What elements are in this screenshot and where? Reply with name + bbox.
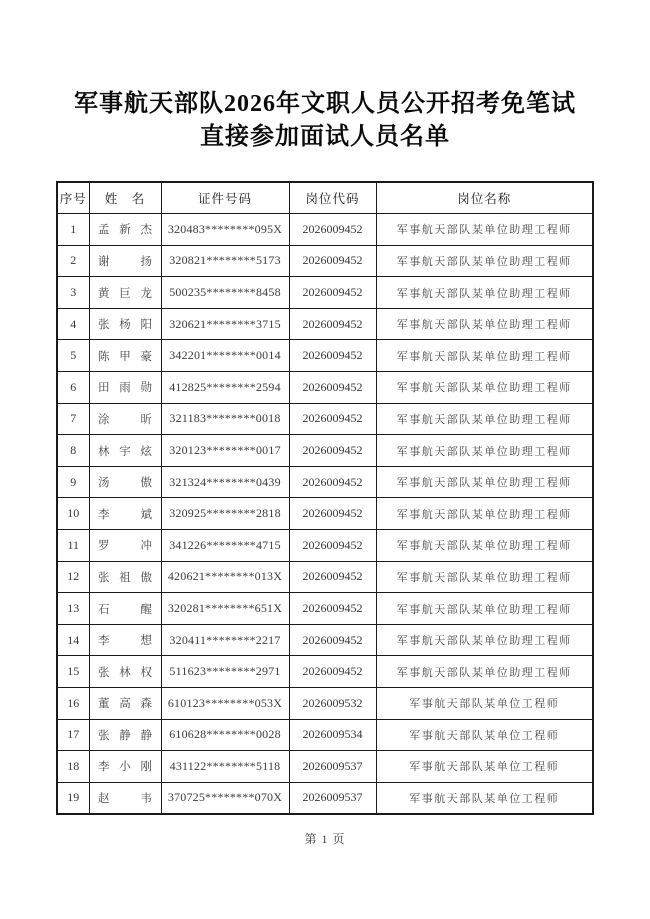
roster-table	[56, 181, 594, 815]
cell-index: 2	[57, 245, 89, 277]
cell-name	[89, 593, 161, 625]
cell-position-code: 2026009452	[289, 403, 376, 435]
cell-index: 8	[57, 435, 89, 467]
cell-index: 15	[57, 656, 89, 688]
table-row	[57, 751, 593, 783]
cell-name	[89, 245, 161, 277]
cell-position-name: 军事航天部队某单位助理工程师	[376, 214, 593, 246]
cell-id-number: 412825********2594	[161, 372, 289, 404]
cell-name	[89, 372, 161, 404]
person-name: 李想	[98, 635, 152, 648]
cell-index: 4	[57, 308, 89, 340]
cell-position-code: 2026009452	[289, 308, 376, 340]
header-cell-id-number: 证件号码	[161, 182, 289, 214]
cell-id-number: 320821********5173	[161, 245, 289, 277]
cell-index: 14	[57, 624, 89, 656]
cell-id-number: 610123********053X	[161, 688, 289, 720]
cell-index: 12	[57, 561, 89, 593]
cell-id-number: 610628********0028	[161, 719, 289, 751]
cell-position-code: 2026009452	[289, 561, 376, 593]
cell-position-name: 军事航天部队某单位工程师	[376, 782, 593, 814]
cell-position-name: 军事航天部队某单位助理工程师	[376, 530, 593, 562]
person-name: 张林权	[98, 666, 152, 679]
cell-position-code: 2026009452	[289, 530, 376, 562]
cell-name	[89, 277, 161, 309]
person-name: 赵韦	[98, 792, 152, 805]
cell-position-code: 2026009452	[289, 214, 376, 246]
cell-index: 6	[57, 372, 89, 404]
header-cell-position-name: 岗位名称	[376, 182, 593, 214]
cell-name	[89, 403, 161, 435]
cell-id-number: 321324********0439	[161, 466, 289, 498]
person-name: 孟新杰	[98, 224, 152, 237]
cell-position-code: 2026009537	[289, 751, 376, 783]
cell-index: 17	[57, 719, 89, 751]
cell-position-name: 军事航天部队某单位助理工程师	[376, 435, 593, 467]
title-line-1: 军事航天部队2026年文职人员公开招考免笔试	[74, 91, 576, 117]
cell-position-name: 军事航天部队某单位助理工程师	[376, 561, 593, 593]
cell-index: 13	[57, 593, 89, 625]
cell-index: 5	[57, 340, 89, 372]
table-body	[57, 214, 593, 814]
cell-position-name: 军事航天部队某单位工程师	[376, 688, 593, 720]
cell-position-name: 军事航天部队某单位工程师	[376, 751, 593, 783]
table-row	[57, 561, 593, 593]
table-row	[57, 624, 593, 656]
cell-position-code: 2026009532	[289, 688, 376, 720]
cell-index: 10	[57, 498, 89, 530]
cell-position-code: 2026009452	[289, 277, 376, 309]
person-name: 林宇炫	[98, 445, 152, 458]
table-row	[57, 656, 593, 688]
table-row	[57, 688, 593, 720]
cell-position-name: 军事航天部队某单位助理工程师	[376, 656, 593, 688]
cell-position-code: 2026009452	[289, 656, 376, 688]
header-cell-index: 序号	[57, 182, 89, 214]
cell-position-name: 军事航天部队某单位助理工程师	[376, 466, 593, 498]
cell-index: 19	[57, 782, 89, 814]
person-name: 张静静	[98, 729, 152, 742]
cell-position-name: 军事航天部队某单位助理工程师	[376, 624, 593, 656]
cell-position-name: 军事航天部队某单位助理工程师	[376, 245, 593, 277]
table-row	[57, 466, 593, 498]
person-name: 黄巨龙	[98, 287, 152, 300]
cell-id-number: 342201********0014	[161, 340, 289, 372]
cell-name	[89, 214, 161, 246]
cell-name	[89, 656, 161, 688]
page-footer: 第 1 页	[304, 831, 346, 846]
table-row	[57, 308, 593, 340]
person-name: 汤傲	[98, 477, 152, 490]
cell-name	[89, 308, 161, 340]
table-row	[57, 403, 593, 435]
cell-position-name: 军事航天部队某单位助理工程师	[376, 340, 593, 372]
cell-position-code: 2026009452	[289, 593, 376, 625]
cell-name	[89, 466, 161, 498]
cell-index: 3	[57, 277, 89, 309]
cell-position-name: 军事航天部队某单位助理工程师	[376, 372, 593, 404]
cell-index: 1	[57, 214, 89, 246]
cell-index: 11	[57, 530, 89, 562]
cell-index: 16	[57, 688, 89, 720]
cell-id-number: 370725********070X	[161, 782, 289, 814]
table-row	[57, 372, 593, 404]
cell-name	[89, 561, 161, 593]
cell-position-code: 2026009452	[289, 435, 376, 467]
cell-name	[89, 782, 161, 814]
person-name: 张杨阳	[98, 319, 152, 332]
cell-index: 18	[57, 751, 89, 783]
header-cell-position-code: 岗位代码	[289, 182, 376, 214]
cell-position-code: 2026009452	[289, 372, 376, 404]
cell-name	[89, 435, 161, 467]
cell-id-number: 420621********013X	[161, 561, 289, 593]
cell-name	[89, 751, 161, 783]
cell-position-code: 2026009452	[289, 245, 376, 277]
cell-name	[89, 340, 161, 372]
cell-id-number: 341226********4715	[161, 530, 289, 562]
cell-position-code: 2026009452	[289, 466, 376, 498]
table-row	[57, 530, 593, 562]
table-row	[57, 719, 593, 751]
cell-position-code: 2026009537	[289, 782, 376, 814]
cell-id-number: 320483********095X	[161, 214, 289, 246]
cell-position-name: 军事航天部队某单位助理工程师	[376, 308, 593, 340]
cell-index: 9	[57, 466, 89, 498]
header-cell-name: 姓 名	[89, 182, 161, 214]
person-name: 陈甲豪	[98, 350, 152, 363]
cell-name	[89, 719, 161, 751]
cell-id-number: 321183********0018	[161, 403, 289, 435]
table-row	[57, 277, 593, 309]
person-name: 谢扬	[98, 255, 152, 268]
cell-name	[89, 688, 161, 720]
table-row	[57, 782, 593, 814]
cell-name	[89, 498, 161, 530]
cell-index: 7	[57, 403, 89, 435]
table-row	[57, 435, 593, 467]
cell-id-number: 320123********0017	[161, 435, 289, 467]
table-row	[57, 498, 593, 530]
person-name: 涂昕	[98, 413, 152, 426]
cell-position-name: 军事航天部队某单位助理工程师	[376, 277, 593, 309]
table-row	[57, 214, 593, 246]
person-name: 李小刚	[98, 761, 152, 774]
cell-position-name: 军事航天部队某单位助理工程师	[376, 498, 593, 530]
cell-position-code: 2026009452	[289, 624, 376, 656]
cell-id-number: 431122********5118	[161, 751, 289, 783]
cell-id-number: 320621********3715	[161, 308, 289, 340]
person-name: 李斌	[98, 508, 152, 521]
cell-position-code: 2026009452	[289, 498, 376, 530]
person-name: 董高森	[98, 698, 152, 711]
cell-id-number: 500235********8458	[161, 277, 289, 309]
cell-name	[89, 530, 161, 562]
table-row	[57, 593, 593, 625]
cell-position-name: 军事航天部队某单位助理工程师	[376, 593, 593, 625]
person-name: 张祖傲	[98, 571, 152, 584]
cell-position-code: 2026009452	[289, 340, 376, 372]
person-name: 石醒	[98, 603, 152, 616]
person-name: 田雨勋	[98, 382, 152, 395]
title-line-2: 直接参加面试人员名单	[200, 124, 450, 150]
cell-id-number: 511623********2971	[161, 656, 289, 688]
cell-id-number: 320411********2217	[161, 624, 289, 656]
cell-id-number: 320281********651X	[161, 593, 289, 625]
cell-name	[89, 624, 161, 656]
person-name: 罗冲	[98, 540, 152, 553]
cell-id-number: 320925********2818	[161, 498, 289, 530]
document-title	[0, 88, 650, 154]
cell-position-code: 2026009534	[289, 719, 376, 751]
cell-position-name: 军事航天部队某单位助理工程师	[376, 403, 593, 435]
cell-position-name: 军事航天部队某单位工程师	[376, 719, 593, 751]
table-row	[57, 340, 593, 372]
table-row	[57, 245, 593, 277]
header-row	[57, 182, 593, 214]
